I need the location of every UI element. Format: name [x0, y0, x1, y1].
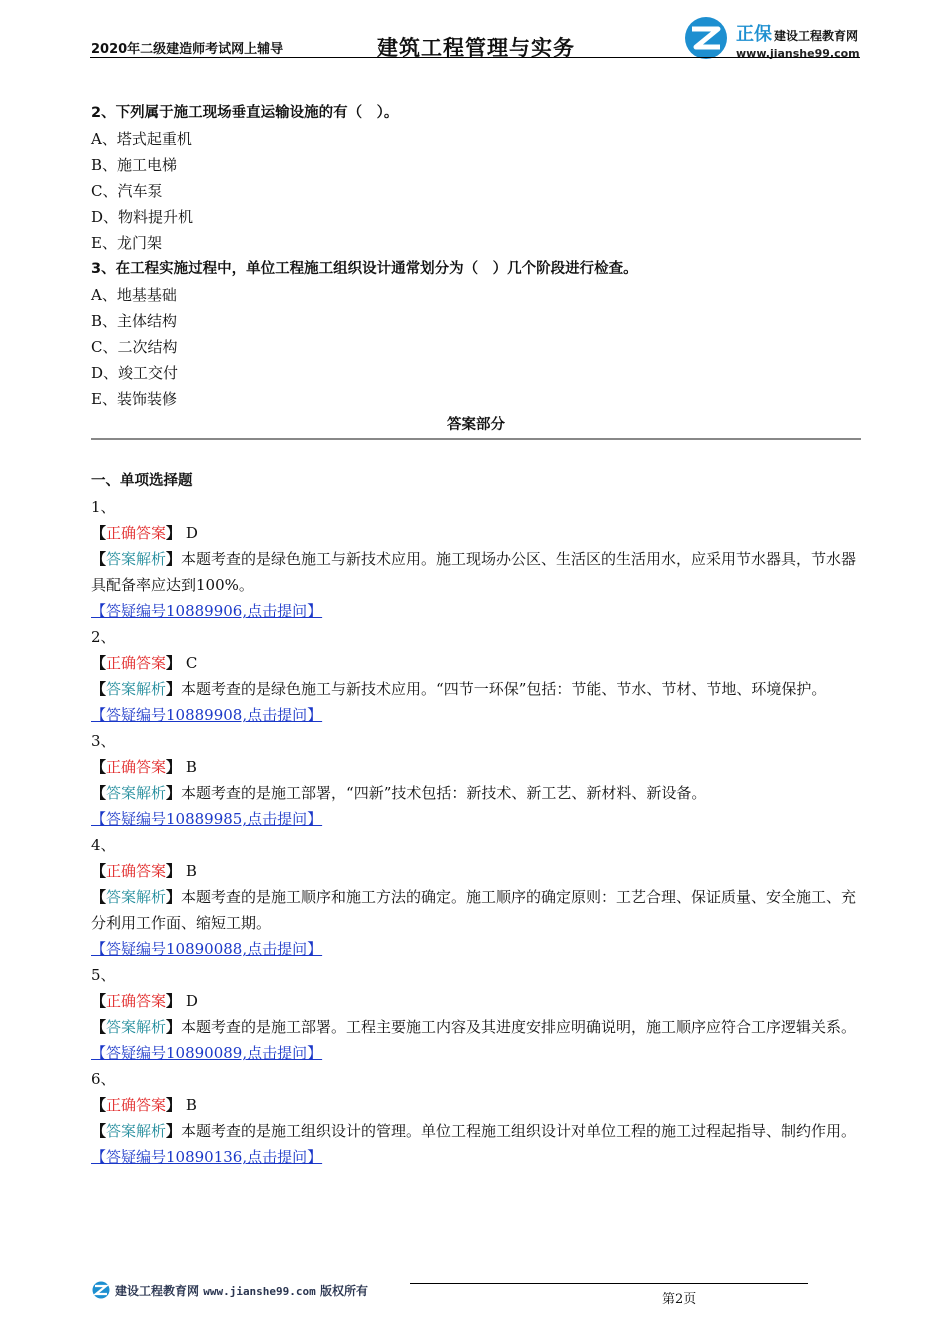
- analysis-label: 答案解析: [106, 1018, 167, 1036]
- footer-site-name: 建设工程教育网: [115, 1284, 200, 1298]
- question-stem: 3、在工程实施过程中，单位工程施工组织设计通常划分为（ ）几个阶段进行检查。: [91, 261, 638, 277]
- question-option: B、主体结构: [91, 312, 178, 330]
- correct-answer-value: D: [185, 992, 198, 1010]
- bracket-close: 】: [166, 758, 182, 776]
- bracket-close: 】: [166, 784, 182, 802]
- page-content: [91, 100, 871, 1170]
- bracket-open: 【: [91, 524, 107, 542]
- bracket-close: 】: [166, 524, 182, 542]
- analysis-label: 答案解析: [106, 550, 167, 568]
- correct-answer-value: B: [185, 862, 197, 880]
- answer-analysis-row: [91, 1014, 869, 1040]
- answer-number: 6、: [91, 1070, 116, 1088]
- correct-answer-row: [91, 520, 871, 546]
- question-option: C、二次结构: [91, 338, 178, 356]
- bracket-close: 】: [166, 888, 182, 906]
- answer-section-title: 答案部分: [447, 417, 505, 433]
- correct-answer-row: [91, 754, 871, 780]
- answer-list: [91, 494, 871, 1170]
- answer-analysis-row: [91, 546, 869, 598]
- bracket-open: 【: [91, 1096, 107, 1114]
- answer-analysis-row: [91, 780, 869, 806]
- correct-answer-value: B: [185, 1096, 197, 1114]
- bracket-close: 】: [166, 992, 182, 1010]
- correct-answer-label: 正确答案: [106, 758, 167, 776]
- bracket-close: 】: [166, 654, 182, 672]
- question-option: A、地基基础: [91, 286, 177, 304]
- footer-rule: [410, 1283, 808, 1284]
- correct-answer-row: [91, 650, 871, 676]
- correct-answer-label: 正确答案: [106, 654, 167, 672]
- ask-question-link[interactable]: 【答疑编号10889908,点击提问】: [91, 706, 323, 724]
- analysis-label: 答案解析: [106, 1122, 167, 1140]
- bracket-close: 】: [166, 1122, 182, 1140]
- answer-section-rule: [91, 438, 861, 440]
- brand-sub: 建设工程教育网: [774, 29, 859, 43]
- question-option: D、物料提升机: [91, 208, 194, 226]
- correct-answer-label: 正确答案: [106, 992, 167, 1010]
- analysis-label: 答案解析: [106, 784, 167, 802]
- correct-answer-value: D: [185, 524, 198, 542]
- answer-analysis-row: [91, 1118, 869, 1144]
- bracket-open: 【: [91, 784, 107, 802]
- question-option: E、龙门架: [91, 234, 162, 252]
- correct-answer-value: B: [185, 758, 197, 776]
- correct-answer-label: 正确答案: [106, 862, 167, 880]
- brand-url: www.jianshe99.com: [736, 47, 860, 60]
- answer-number: 1、: [91, 498, 116, 516]
- bracket-open: 【: [91, 992, 107, 1010]
- brand-name: 正保: [736, 24, 772, 45]
- question-option: D、竣工交付: [91, 364, 179, 382]
- bracket-close: 】: [166, 680, 182, 698]
- bracket-open: 【: [91, 654, 107, 672]
- bracket-close: 】: [166, 550, 182, 568]
- answer-analysis-row: [91, 884, 869, 936]
- bracket-open: 【: [91, 1018, 107, 1036]
- answer-number: 5、: [91, 966, 116, 984]
- bracket-open: 【: [91, 862, 107, 880]
- analysis-label: 答案解析: [106, 888, 167, 906]
- correct-answer-label: 正确答案: [106, 524, 167, 542]
- brand-logo-icon: [682, 16, 732, 60]
- bracket-open: 【: [91, 550, 107, 568]
- bracket-open: 【: [91, 1122, 107, 1140]
- analysis-text: 本题考查的是绿色施工与新技术应用。“四节一环保”包括：节能、节水、节材、节地、环境保护。: [181, 680, 827, 698]
- answer-number: 4、: [91, 836, 116, 854]
- ask-question-link[interactable]: 【答疑编号10890136,点击提问】: [91, 1148, 323, 1166]
- question-option: C、汽车泵: [91, 182, 163, 200]
- correct-answer-row: [91, 858, 871, 884]
- question-stem: 2、下列属于施工现场垂直运输设施的有（ ）。: [91, 105, 399, 121]
- analysis-text: 本题考查的是绿色施工与新技术应用。施工现场办公区、生活区的生活用水，应采用节水器具，节水器具配备率应达到100%。: [91, 550, 857, 594]
- ask-question-link[interactable]: 【答疑编号10890088,点击提问】: [91, 940, 323, 958]
- bracket-open: 【: [91, 680, 107, 698]
- correct-answer-label: 正确答案: [106, 1096, 167, 1114]
- section-heading: 一、单项选择题: [91, 473, 193, 489]
- answer-analysis-row: [91, 676, 869, 702]
- answer-number: 3、: [91, 732, 116, 750]
- footer-site-url: www.jianshe99.com: [203, 1285, 316, 1298]
- footer-rights: 版权所有: [319, 1284, 368, 1298]
- analysis-text: 本题考查的是施工部署，“四新”技术包括：新技术、新工艺、新材料、新设备。: [181, 784, 707, 802]
- ask-question-link[interactable]: 【答疑编号10889985,点击提问】: [91, 810, 323, 828]
- ask-question-link[interactable]: 【答疑编号10890089,点击提问】: [91, 1044, 323, 1062]
- analysis-text: 本题考查的是施工组织设计的管理。单位工程施工组织设计对单位工程的施工过程起指导、制约作用。: [181, 1122, 857, 1140]
- footer-logo-icon: [91, 1281, 111, 1299]
- brand-block: [736, 20, 860, 60]
- correct-answer-row: [91, 1092, 871, 1118]
- analysis-text: 本题考查的是施工部署。工程主要施工内容及其进度安排应明确说明，施工顺序应符合工序逻辑关系。: [181, 1018, 857, 1036]
- answer-number: 2、: [91, 628, 116, 646]
- footer-site: [115, 1282, 368, 1299]
- correct-answer-value: C: [185, 654, 198, 672]
- header-exam-name: 2020年二级建造师考试网上辅导: [91, 42, 284, 57]
- page-number: 第2页: [662, 1292, 697, 1307]
- question-option: E、装饰装修: [91, 390, 177, 408]
- bracket-close: 】: [166, 862, 182, 880]
- analysis-text: 本题考查的是施工顺序和施工方法的确定。施工顺序的确定原则：工艺合理、保证质量、安全施工、充分利用工作面、缩短工期。: [91, 888, 857, 932]
- ask-question-link[interactable]: 【答疑编号10889906,点击提问】: [91, 602, 323, 620]
- question-option: B、施工电梯: [91, 156, 178, 174]
- page-title: 建筑工程管理与实务: [377, 36, 575, 60]
- analysis-label: 答案解析: [106, 680, 167, 698]
- correct-answer-row: [91, 988, 871, 1014]
- bracket-open: 【: [91, 888, 107, 906]
- header-rule: [90, 57, 860, 58]
- bracket-close: 】: [166, 1018, 182, 1036]
- bracket-close: 】: [166, 1096, 182, 1114]
- question-option: A、塔式起重机: [91, 130, 192, 148]
- bracket-open: 【: [91, 758, 107, 776]
